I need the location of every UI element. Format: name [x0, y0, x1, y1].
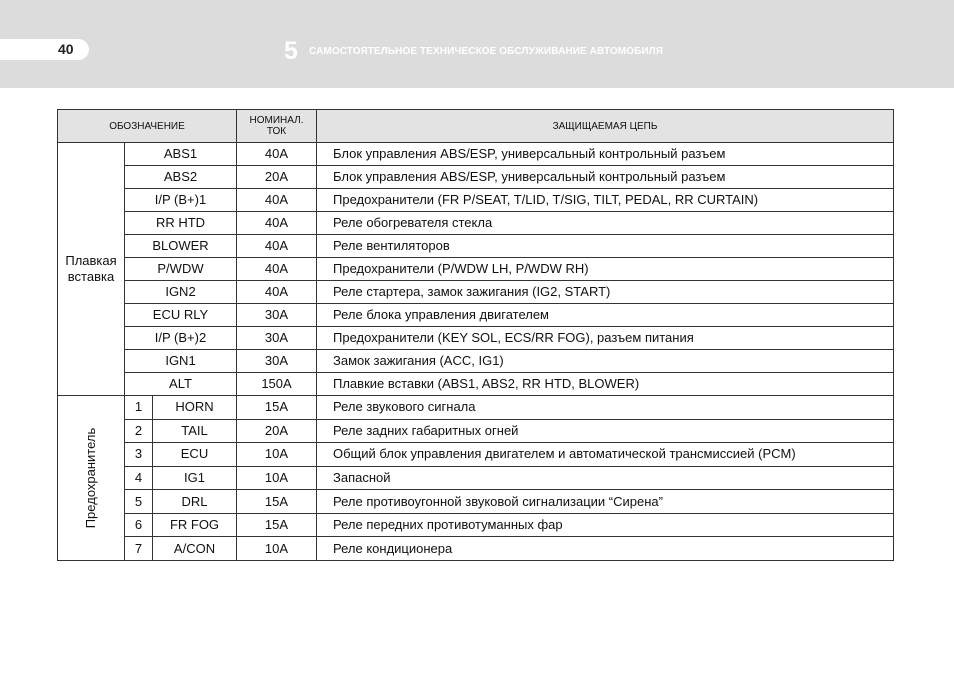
fuse-number: 6 [125, 513, 153, 537]
fuse-rating: 10A [237, 537, 317, 561]
fuse-rating: 40A [237, 258, 317, 281]
chapter-title: САМОСТОЯТЕЛЬНОЕ ТЕХНИЧЕСКОЕ ОБСЛУЖИВАНИЕ АВТОМОБИЛЯ [309, 46, 664, 57]
fuse-circuit: Плавкие вставки (ABS1, ABS2, RR HTD, BLOWER) [317, 373, 894, 396]
header-rating [237, 110, 317, 143]
fuse-circuit: Реле обогревателя стекла [317, 212, 894, 235]
page-number-tab [0, 39, 89, 60]
fuse-circuit: Блок управления ABS/ESP, универсальный контрольный разъем [317, 143, 894, 166]
fuse-circuit: Блок управления ABS/ESP, универсальный контрольный разъем [317, 166, 894, 189]
fuse-name: TAIL [153, 419, 237, 443]
fuse-number: 7 [125, 537, 153, 561]
fuse-rating: 150A [237, 373, 317, 396]
header-designation: ОБОЗНАЧЕНИЕ [58, 110, 237, 143]
group-label-fuse: Предохранитель [83, 427, 98, 529]
fuse-rating: 40A [237, 235, 317, 258]
fuse-name: I/P (B+)2 [125, 327, 237, 350]
table-row [58, 373, 894, 396]
group-label-fuse-cell [58, 396, 125, 561]
fuse-rating: 15A [237, 396, 317, 420]
fuse-name: IG1 [153, 466, 237, 490]
header-rating-line2: ТОК [266, 126, 287, 137]
fuse-name: ALT [125, 373, 237, 396]
fuse-circuit: Предохранители (P/WDW LH, P/WDW RH) [317, 258, 894, 281]
fuse-rating: 10A [237, 466, 317, 490]
table-row [58, 490, 894, 514]
fuse-name: DRL [153, 490, 237, 514]
fuse-circuit: Замок зажигания (ACC, IG1) [317, 350, 894, 373]
fuse-rating: 30A [237, 350, 317, 373]
table-row [58, 189, 894, 212]
fuse-name: I/P (B+)1 [125, 189, 237, 212]
header-rating-line1: НОМИНАЛ. [249, 115, 304, 126]
table-row [58, 304, 894, 327]
fuse-name: HORN [153, 396, 237, 420]
fuse-circuit: Реле стартера, замок зажигания (IG2, START) [317, 281, 894, 304]
fuse-table [57, 109, 894, 561]
fuse-rating: 20A [237, 419, 317, 443]
fuse-rating: 40A [237, 281, 317, 304]
table-row [58, 443, 894, 467]
fuse-name: IGN2 [125, 281, 237, 304]
fuse-name: BLOWER [125, 235, 237, 258]
table-row [58, 466, 894, 490]
page-number: 40 [58, 41, 74, 57]
table-row [58, 537, 894, 561]
table-row [58, 327, 894, 350]
fuse-rating: 40A [237, 143, 317, 166]
fuse-circuit: Реле звукового сигнала [317, 396, 894, 420]
fuse-name: RR HTD [125, 212, 237, 235]
fuse-circuit: Реле блока управления двигателем [317, 304, 894, 327]
table-row [58, 350, 894, 373]
fuse-circuit: Реле противоугонной звуковой сигнализации “Сирена” [317, 490, 894, 514]
fuse-circuit: Предохранители (FR P/SEAT, T/LID, T/SIG, TILT, PEDAL, RR CURTAIN) [317, 189, 894, 212]
table-row [58, 281, 894, 304]
table-row [58, 396, 894, 420]
fuse-rating: 10A [237, 443, 317, 467]
table-row [58, 143, 894, 166]
group-label-fusible-link: Плавкая вставка [58, 143, 125, 396]
fuse-circuit: Реле вентиляторов [317, 235, 894, 258]
fuse-circuit: Общий блок управления двигателем и автоматической трансмиссией (PCM) [317, 443, 894, 467]
chapter-number: 5 [284, 37, 298, 65]
fuse-number: 2 [125, 419, 153, 443]
fuse-rating: 30A [237, 304, 317, 327]
fuse-number: 1 [125, 396, 153, 420]
fuse-rating: 30A [237, 327, 317, 350]
page-header [0, 0, 954, 88]
fuse-name: ECU RLY [125, 304, 237, 327]
fuse-rating: 40A [237, 212, 317, 235]
fuse-rating: 15A [237, 490, 317, 514]
fuse-name: IGN1 [125, 350, 237, 373]
table-header-row [58, 110, 894, 143]
table-row [58, 235, 894, 258]
table-row [58, 513, 894, 537]
fuse-number: 5 [125, 490, 153, 514]
fuse-number: 3 [125, 443, 153, 467]
fuse-number: 4 [125, 466, 153, 490]
fuse-name: ABS2 [125, 166, 237, 189]
fuse-name: FR FOG [153, 513, 237, 537]
table-row [58, 419, 894, 443]
fuse-name: ABS1 [125, 143, 237, 166]
fuse-name: A/CON [153, 537, 237, 561]
fuse-name: P/WDW [125, 258, 237, 281]
fuse-rating: 40A [237, 189, 317, 212]
table-row [58, 166, 894, 189]
fuse-name: ECU [153, 443, 237, 467]
header-circuit: ЗАЩИЩАЕМАЯ ЦЕПЬ [317, 110, 894, 143]
fuse-circuit: Реле передних противотуманных фар [317, 513, 894, 537]
fuse-rating: 15A [237, 513, 317, 537]
fuse-rating: 20A [237, 166, 317, 189]
fuse-circuit: Реле задних габаритных огней [317, 419, 894, 443]
table-row [58, 258, 894, 281]
fuse-circuit: Реле кондиционера [317, 537, 894, 561]
fuse-circuit: Запасной [317, 466, 894, 490]
fuse-circuit: Предохранители (KEY SOL, ECS/RR FOG), разъем питания [317, 327, 894, 350]
table-row [58, 212, 894, 235]
